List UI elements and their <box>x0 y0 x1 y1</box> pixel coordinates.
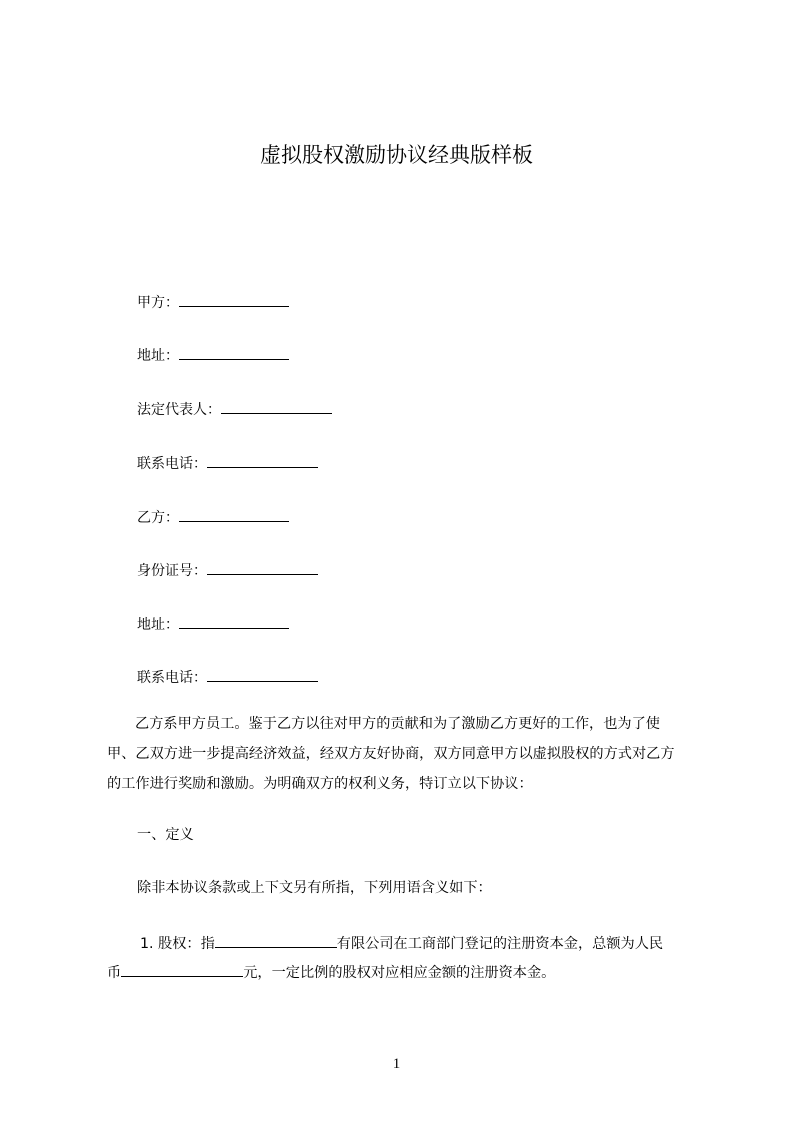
party-a-phone-blank[interactable] <box>207 452 318 468</box>
party-a-name-blank[interactable] <box>179 291 289 307</box>
party-b-id-field <box>137 559 318 581</box>
party-a-rep-blank[interactable] <box>221 398 332 414</box>
party-b-address-label: 地址： <box>137 617 179 633</box>
party-a-phone-field <box>137 452 318 474</box>
section-1-heading: 一、定义 <box>137 827 194 843</box>
clause-1-part-3: 币 <box>107 965 122 981</box>
clause-1-part-2: 有限公司在工商部门登记的注册资本金，总额为人民 <box>336 936 664 952</box>
party-a-rep-label: 法定代表人： <box>137 402 221 418</box>
document-title: 虚拟股权激励协议经典版样板 <box>260 143 533 167</box>
party-b-id-label: 身份证号： <box>137 563 207 579</box>
party-b-phone-blank[interactable] <box>207 666 318 682</box>
party-a-name-field <box>137 291 289 313</box>
page-number: 1 <box>392 1056 401 1072</box>
party-b-phone-label: 联系电话： <box>137 670 207 686</box>
party-a-rep-field <box>137 398 332 420</box>
clause-1-line-2 <box>107 961 555 983</box>
party-a-address-blank[interactable] <box>179 344 289 360</box>
party-b-name-label: 乙方： <box>137 510 179 526</box>
party-b-phone-field <box>137 666 318 688</box>
party-a-address-field <box>137 344 289 366</box>
party-a-name-label: 甲方： <box>137 295 179 311</box>
party-b-address-field <box>137 613 289 635</box>
clause-1-part-1: 1. 股权：指 <box>140 936 215 952</box>
party-b-name-field <box>137 506 289 528</box>
clause-1-part-4: 元，一定比例的股权对应相应金额的注册资本金。 <box>243 965 556 981</box>
capital-amount-blank[interactable] <box>121 961 243 977</box>
clause-1-line-1 <box>140 932 663 954</box>
party-a-phone-label: 联系电话： <box>137 456 207 472</box>
preamble-paragraph: 乙方系甲方员工。鉴于乙方以往对甲方的贡献和为了激励乙方更好的工作，也为了使甲、乙双方进一步提高经济效益，经双方友好协商，双方同意甲方以虚拟股权的方式对乙方的工作进行奖励和激励。为明确双方的权利义务，特订立以下协议： <box>107 716 675 792</box>
party-a-address-label: 地址： <box>137 348 179 364</box>
party-b-name-blank[interactable] <box>179 506 289 522</box>
party-b-id-blank[interactable] <box>207 559 318 575</box>
party-b-address-blank[interactable] <box>179 613 289 629</box>
company-name-blank[interactable] <box>215 932 337 948</box>
definitions-intro: 除非本协议条款或上下文另有所指，下列用语含义如下： <box>137 880 492 896</box>
